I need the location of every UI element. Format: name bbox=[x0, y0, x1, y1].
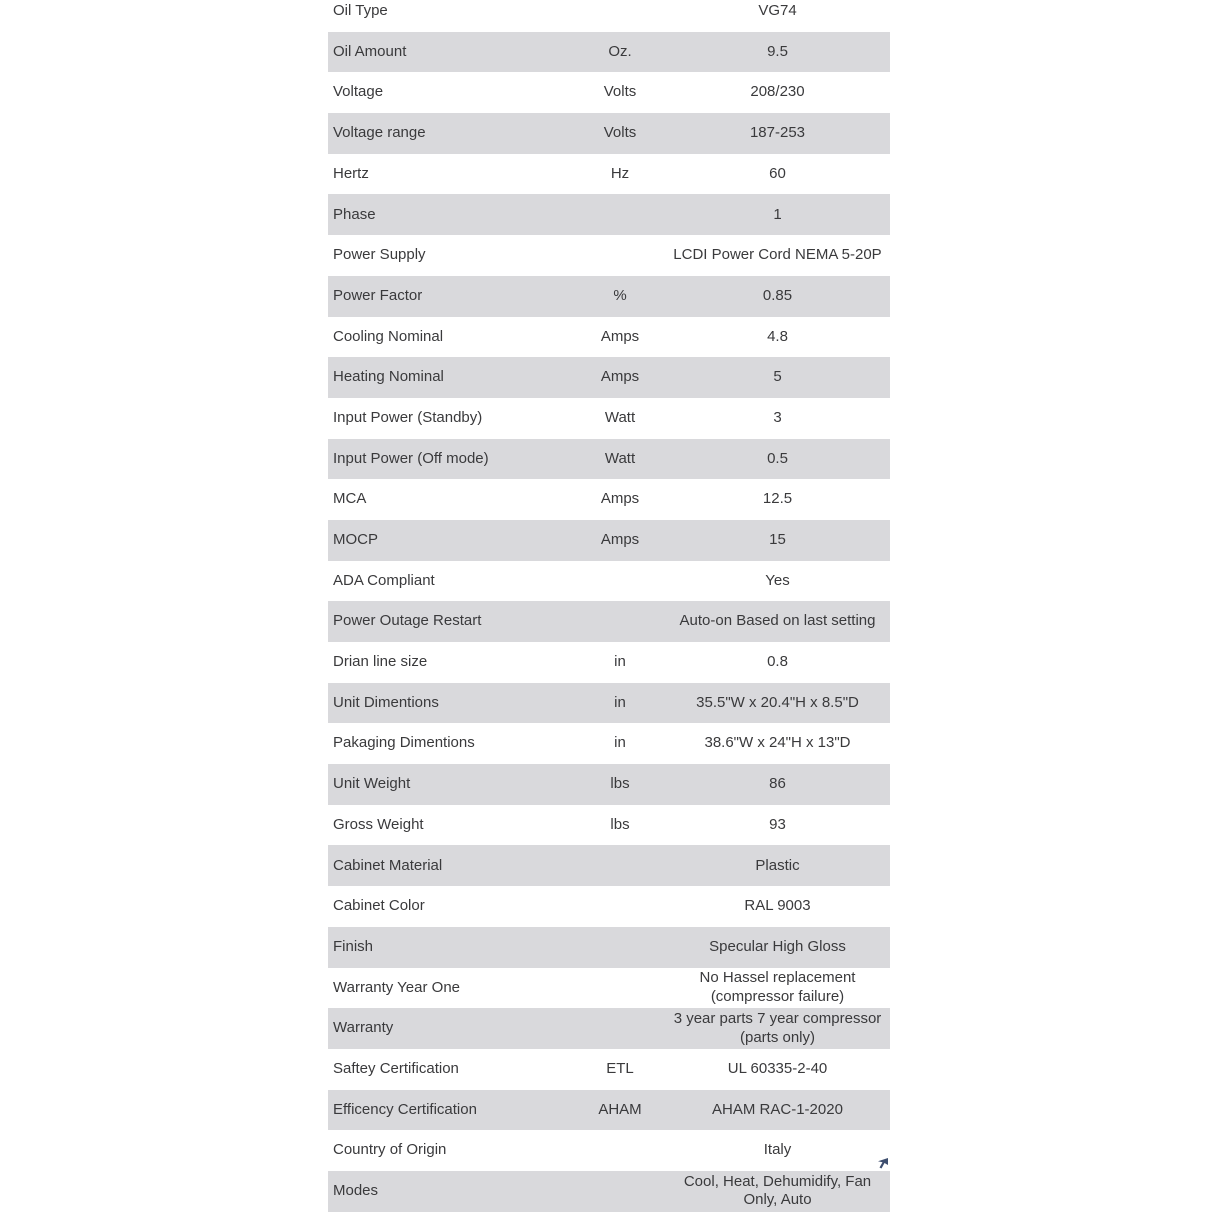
table-row bbox=[328, 683, 890, 724]
spec-label-cell: Finish bbox=[333, 937, 374, 955]
table-row bbox=[328, 723, 890, 764]
spec-label-cell: Oil Type bbox=[333, 2, 388, 20]
spec-unit-cell: Volts bbox=[603, 124, 637, 142]
table-row bbox=[328, 479, 890, 520]
spec-label-cell: Saftey Certification bbox=[333, 1059, 459, 1077]
table-row bbox=[328, 642, 890, 683]
spec-unit-cell: Amps bbox=[600, 368, 640, 386]
spec-label-cell: Oil Amount bbox=[333, 42, 407, 60]
table-row bbox=[328, 235, 890, 276]
table-row bbox=[328, 1090, 890, 1131]
spec-table bbox=[328, 0, 890, 1212]
table-row bbox=[328, 0, 890, 32]
spec-label-cell: MOCP bbox=[333, 531, 378, 549]
spec-value-cell: AHAM RAC-1-2020 bbox=[712, 1100, 843, 1118]
spec-label-cell: Cabinet Color bbox=[333, 897, 425, 915]
spec-unit-cell: % bbox=[613, 286, 627, 304]
spec-value-cell: 3 year parts 7 year compressor (parts only) bbox=[673, 1010, 882, 1046]
spec-unit-cell: lbs bbox=[610, 815, 630, 833]
table-row bbox=[328, 317, 890, 358]
spec-label-cell: Pakaging Dimentions bbox=[333, 734, 475, 752]
table-row bbox=[328, 439, 890, 480]
spec-label-cell: Power Supply bbox=[333, 246, 426, 264]
spec-value-cell: Plastic bbox=[755, 856, 800, 874]
spec-label-cell: Phase bbox=[333, 205, 376, 223]
spec-label-cell: Power Outage Restart bbox=[333, 612, 482, 630]
table-row bbox=[328, 72, 890, 113]
spec-label-cell: ADA Compliant bbox=[333, 571, 435, 589]
spec-value-cell: RAL 9003 bbox=[744, 897, 811, 915]
table-row bbox=[328, 927, 890, 968]
table-row bbox=[328, 276, 890, 317]
spec-value-cell: 1 bbox=[773, 205, 782, 223]
table-row bbox=[328, 1171, 890, 1212]
spec-value-cell: 5 bbox=[773, 368, 782, 386]
spec-label-cell: Hertz bbox=[333, 164, 369, 182]
spec-value-cell: 187-253 bbox=[749, 124, 806, 142]
spec-value-cell: 4.8 bbox=[767, 327, 788, 345]
spec-label-cell: Voltage bbox=[333, 83, 384, 101]
spec-label-cell: Gross Weight bbox=[333, 815, 424, 833]
spec-value-cell: 3 bbox=[773, 408, 782, 426]
table-row bbox=[328, 113, 890, 154]
spec-label-cell: Voltage range bbox=[333, 124, 426, 142]
spec-label-cell: Unit Dimentions bbox=[333, 693, 439, 711]
spec-unit-cell: Hz bbox=[610, 164, 630, 182]
spec-value-cell: 9.5 bbox=[767, 42, 788, 60]
table-row bbox=[328, 561, 890, 602]
table-row bbox=[328, 1130, 890, 1171]
table-row bbox=[328, 886, 890, 927]
spec-value-cell: 93 bbox=[769, 815, 786, 833]
spec-label-cell: Warranty Year One bbox=[333, 978, 461, 996]
spec-unit-cell: Amps bbox=[600, 327, 640, 345]
spec-label-cell: Country of Origin bbox=[333, 1141, 447, 1159]
spec-unit-cell: in bbox=[614, 653, 626, 671]
spec-value-cell: Specular High Gloss bbox=[709, 937, 846, 955]
table-row bbox=[328, 32, 890, 73]
spec-value-cell: 38.6"W x 24"H x 13"D bbox=[704, 734, 851, 752]
spec-value-cell: 15 bbox=[769, 531, 786, 549]
spec-value-cell: 86 bbox=[769, 775, 786, 793]
spec-value-cell: 12.5 bbox=[762, 490, 793, 508]
spec-unit-cell: Volts bbox=[603, 83, 637, 101]
spec-unit-cell: Oz. bbox=[608, 42, 632, 60]
spec-label-cell: MCA bbox=[333, 490, 367, 508]
table-row bbox=[328, 968, 890, 1009]
spec-unit-cell: Watt bbox=[604, 408, 636, 426]
spec-unit-cell: in bbox=[614, 693, 626, 711]
table-row bbox=[328, 805, 890, 846]
spec-label-cell: Drian line size bbox=[333, 653, 428, 671]
spec-unit-cell: Amps bbox=[600, 490, 640, 508]
table-row bbox=[328, 1049, 890, 1090]
spec-value-cell: 0.85 bbox=[762, 286, 793, 304]
spec-value-cell: Italy bbox=[763, 1141, 792, 1159]
table-row bbox=[328, 154, 890, 195]
spec-label-cell: Heating Nominal bbox=[333, 368, 444, 386]
spec-value-cell: Cool, Heat, Dehumidify, Fan Only, Auto bbox=[683, 1172, 872, 1209]
table-row bbox=[328, 357, 890, 398]
spec-label-cell: Cooling Nominal bbox=[333, 327, 444, 345]
spec-unit-cell: lbs bbox=[610, 775, 630, 793]
spec-label-cell: Power Factor bbox=[333, 286, 423, 304]
table-row bbox=[328, 845, 890, 886]
spec-label-cell: Cabinet Material bbox=[333, 856, 443, 874]
spec-unit-cell: AHAM bbox=[598, 1100, 642, 1118]
table-row bbox=[328, 1008, 890, 1049]
table-row bbox=[328, 398, 890, 439]
spec-value-cell: No Hassel replacement (compressor failure) bbox=[699, 969, 856, 1005]
spec-label-cell: Input Power (Standby) bbox=[333, 408, 483, 426]
spec-value-cell: Yes bbox=[765, 571, 790, 589]
spec-unit-cell: ETL bbox=[606, 1059, 634, 1077]
spec-unit-cell: Watt bbox=[604, 449, 636, 467]
spec-label-cell: Efficency Certification bbox=[333, 1100, 477, 1118]
spec-value-cell: 0.5 bbox=[767, 449, 788, 467]
spec-value-cell: Auto-on Based on last setting bbox=[679, 612, 876, 630]
spec-label-cell: Warranty bbox=[333, 1019, 394, 1037]
spec-value-cell: 0.8 bbox=[767, 653, 788, 671]
spec-value-cell: LCDI Power Cord NEMA 5-20P bbox=[673, 246, 882, 264]
table-row bbox=[328, 601, 890, 642]
spec-label-cell: Input Power (Off mode) bbox=[333, 449, 489, 467]
spec-label-cell: Modes bbox=[333, 1182, 379, 1200]
spec-unit-cell: Amps bbox=[600, 531, 640, 549]
table-row bbox=[328, 520, 890, 561]
spec-value-cell: UL 60335-2-40 bbox=[727, 1059, 828, 1077]
spec-value-cell: 60 bbox=[769, 164, 786, 182]
spec-value-cell: 208/230 bbox=[750, 83, 805, 101]
table-row bbox=[328, 194, 890, 235]
table-row bbox=[328, 764, 890, 805]
cursor-arrow-icon bbox=[877, 1158, 889, 1170]
spec-value-cell: 35.5"W x 20.4"H x 8.5"D bbox=[696, 693, 859, 711]
spec-label-cell: Unit Weight bbox=[333, 775, 411, 793]
spec-unit-cell: in bbox=[614, 734, 626, 752]
spec-value-cell: VG74 bbox=[758, 2, 797, 20]
